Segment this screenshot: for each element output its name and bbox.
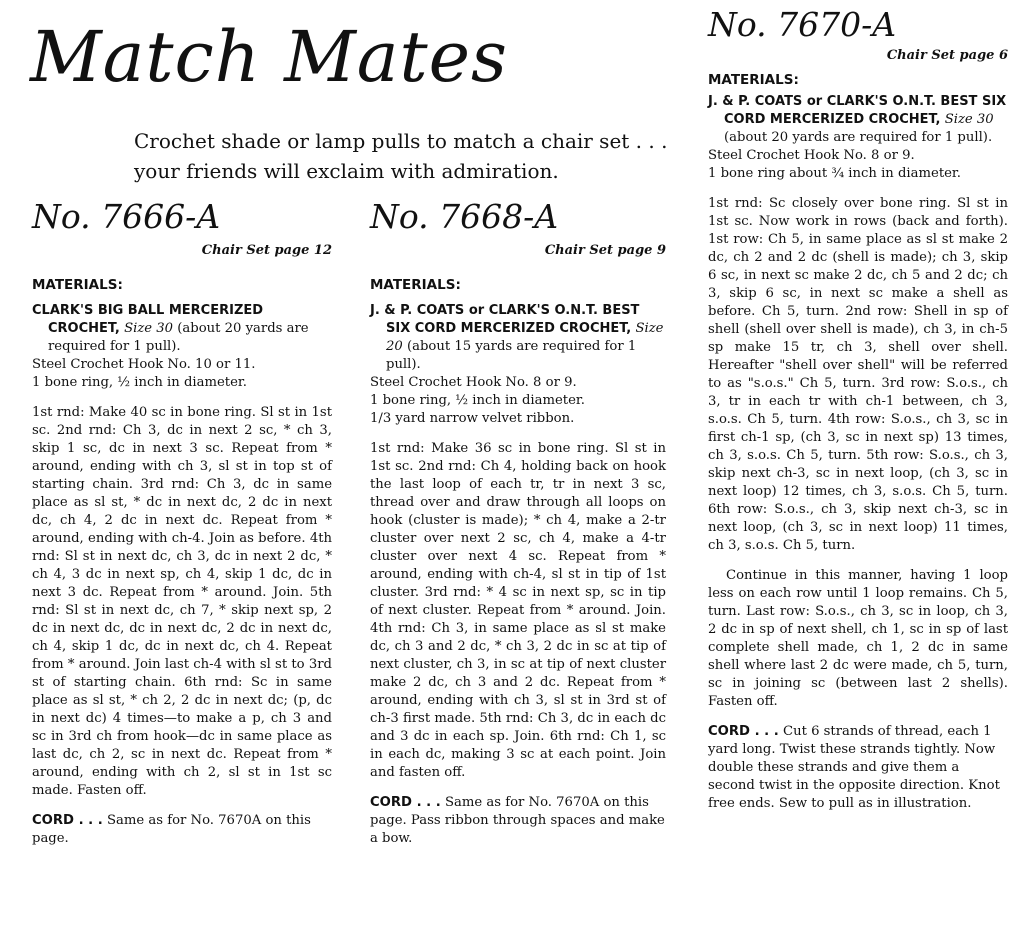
pattern-number: No. 7666-A — [32, 197, 221, 236]
pattern-number: No. 7668-A — [370, 197, 559, 236]
cord-label: CORD . . . — [32, 813, 103, 828]
chair-set-ref: Chair Set page 12 — [201, 243, 332, 258]
cord-text: Cut 6 strands of thread, each 1 yard long. Twist these strands tightly. Now double these strands and give them a second twist in the opposite direction. Knot free ends. Sew to pull as in illustration. — [708, 724, 1000, 811]
material-item: 1/3 yard narrow velvet ribbon. — [370, 411, 575, 426]
materials-heading: MATERIALS: — [370, 277, 461, 293]
thread-size: Size 20 — [386, 321, 664, 354]
instructions: 1st rnd: Sc closely over bone ring. Sl st in 1st sc. Now work in rows (back and forth). 1st row: Ch 5, in same place as sl st make 2 dc, ch 2 and 2 dc (shell is made); ch 3, skip 6 sc, in next sc make 2 dc, ch 5 and 2 dc; ch 3, skip 6 sc, in next sc make a shell as before. Ch 5, turn. 2nd row: Shell in sp of shell (shell over shell is made), ch 3, in ch-5 sp make 15 tr, ch 3, shell over shell. Hereafter "shell over shell" will be referred to as "s.o.s." Ch 5, turn. 3rd row: S.o.s., ch 3, tr in each tr with ch-1 between, ch 3, s.o.s. Ch 5, turn. 4th row: S.o.s., ch 3, sc in first ch-1 sp, (ch 3, sc in next sp) 13 times, ch 3, s.o.s. Ch 5, turn. 5th row: S.o.s., ch 3, skip next ch-3, sc in next loop, (ch 3, sc in next loop) 12 times, ch 3, s.o.s. Ch 5, turn. 6th row: S.o.s., ch 3, skip next ch-3, sc in next loop, (ch 3, sc in next loop) 11 times, ch 3, s.o.s. Ch 5, turn. — [708, 196, 1008, 553]
cord-text: Same as for No. 7670A on this page. Pass ribbon through spaces and make a bow. — [370, 795, 665, 846]
material-item: Steel Crochet Hook No. 10 or 11. — [32, 357, 256, 372]
continue-text: Continue in this manner, having 1 loop less on each row until 1 loop remains. Ch 5, turn. Last row: S.o.s., ch 3, sc in loop, ch 3, 2 dc in sp of next shell, ch 1, sc in sp of last complete shell made, ch 1, 2 dc in same shell where last 2 dc were made, ch 5, turn, sc in joining sc (between last 2 shells). Fasten off. — [708, 568, 1008, 709]
page-title: Match Mates — [30, 16, 508, 98]
thread-spec — [32, 302, 332, 356]
cord-text: Same as for No. 7670A on this page. — [32, 813, 311, 846]
pattern-column-7668 — [370, 197, 666, 848]
material-item: Steel Crochet Hook No. 8 or 9. — [708, 148, 915, 163]
material-item: 1 bone ring, ½ inch in diameter. — [32, 375, 247, 390]
materials-heading: MATERIALS: — [32, 277, 123, 293]
cord-label: CORD . . . — [370, 795, 441, 810]
thread-note: (about 20 yards are required for 1 pull). — [724, 130, 993, 145]
thread-spec — [708, 93, 1008, 147]
thread-name: CLARK'S BIG BALL MERCERIZED CROCHET, — [32, 303, 264, 336]
thread-name: J. & P. COATS or CLARK'S O.N.T. BEST SIX CORD MERCERIZED CROCHET, — [370, 303, 640, 336]
material-item: 1 bone ring about ¾ inch in diameter. — [708, 166, 961, 181]
cord-label: CORD . . . — [708, 724, 779, 739]
instructions: 1st rnd: Make 40 sc in bone ring. Sl st in 1st sc. 2nd rnd: Ch 3, dc in next 2 sc, * ch 3, skip 1 sc, dc in next 3 sc. Repeat from * around, ending with ch 3, sl st in top st of starting chain. 3rd rnd: Ch 3, dc in same place as sl st, * dc in next dc, 2 dc in next dc, ch 4, 2 dc in next dc. Repeat from * around, ending with ch-4. Join as before. 4th rnd: Sl st in next dc, ch 3, dc in next 2 dc, * ch 4, 3 dc in next sp, ch 4, skip 1 dc, dc in next 3 dc. Repeat from * around. Join. 5th rnd: Sl st in next dc, ch 7, * skip next sp, 2 dc in next dc, dc in next dc, 2 dc in next dc, ch 4, skip 1 dc, dc in next dc, ch 4. Repeat from * around. Join last ch-4 with sl st to 3rd st of starting chain. 6th rnd: Sc in same place as sl st, * ch 2, 2 dc in next dc; (p, dc in next dc) 4 times—to make a p, ch 3 and sc in 3rd ch from hook—dc in same place as last dc, ch 2, sc in next dc. Repeat from * around, ending with ch 2, sl st in 1st sc made. Fasten off. — [32, 405, 332, 798]
cord-section — [708, 723, 1008, 813]
instructions: 1st rnd: Make 36 sc in bone ring. Sl st in 1st sc. 2nd rnd: Ch 4, holding back on hook the last loop of each tr, tr in next 3 sc, thread over and draw through all loops on hook (cluster is made); * ch 4, make a 2-tr cluster over next 2 sc, ch 4, make a 4-tr cluster over next 4 sc. Repeat from * around, ending with ch-4, sl st in tip of 1st cluster. 3rd rnd: * 4 sc in next sp, sc in tip of next cluster. Repeat from * around. Join. 4th rnd: Ch 3, in same place as sl st make dc, ch 3 and 2 dc, * ch 3, 2 dc in sc at tip of next cluster, ch 3, in sc at tip of next cluster make 2 dc, ch 3 and 2 dc. Repeat from * around, ending with ch 3, sl st in 3rd st of ch-3 first made. 5th rnd: Ch 3, dc in each dc and 3 dc in each sp. Join. 6th rnd: Ch 1, sc in each dc, making 3 sc at each point. Join and fasten off. — [370, 441, 666, 780]
thread-name: J. & P. COATS or CLARK'S O.N.T. BEST SIX CORD MERCERIZED CROCHET, — [708, 94, 1007, 127]
material-item: 1 bone ring, ½ inch in diameter. — [370, 393, 585, 408]
chair-set-ref: Chair Set page 6 — [886, 48, 1008, 63]
pattern-column-7670 — [708, 5, 1008, 813]
thread-spec — [370, 302, 666, 374]
intro-text: Crochet shade or lamp pulls to match a chair set . . . your friends will exclaim with admiration. — [134, 129, 668, 183]
pattern-number: No. 7670-A — [708, 5, 897, 44]
chair-set-ref: Chair Set page 9 — [544, 243, 666, 258]
pattern-column-7666 — [32, 197, 332, 848]
thread-note: (about 15 yards are required for 1 pull). — [386, 339, 637, 372]
cord-section — [32, 812, 332, 848]
thread-note: (about 20 yards are required for 1 pull). — [48, 321, 309, 354]
thread-size: Size 30 — [944, 112, 994, 127]
cord-section — [370, 794, 666, 848]
thread-size: Size 30 — [124, 321, 174, 336]
material-item: Steel Crochet Hook No. 8 or 9. — [370, 375, 577, 390]
materials-heading: MATERIALS: — [708, 72, 799, 88]
